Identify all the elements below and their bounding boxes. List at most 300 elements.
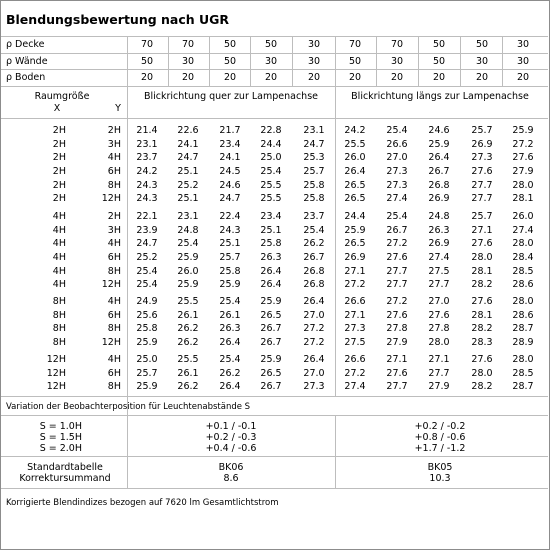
reflectance-value: 30: [516, 55, 530, 67]
correction-across-value: 8.6: [223, 473, 239, 484]
room-x-value: 8H: [52, 323, 66, 335]
ugr-value: 26.8: [303, 265, 325, 277]
ugr-value: 25.1: [219, 238, 241, 250]
ugr-value: 27.3: [344, 323, 366, 335]
ugr-value: 27.2: [344, 279, 366, 291]
ugr-value: 22.4: [219, 211, 241, 222]
ugr-value: 25.1: [177, 165, 199, 177]
room-y-value: 4H: [107, 296, 121, 307]
reflectance-value: 20: [264, 72, 278, 83]
spacing-label: S = 1.5H: [39, 432, 82, 443]
ugr-value: 26.1: [177, 367, 199, 379]
room-y-value: 3H: [107, 138, 121, 150]
ugr-value: 25.7: [471, 211, 493, 222]
ugr-value: 25.6: [136, 309, 158, 321]
spacing-label: S = 2.0H: [39, 443, 82, 454]
reflectance-value: 50: [348, 55, 362, 67]
reflectance-value: 20: [307, 72, 321, 83]
room-x-value: 12H: [46, 367, 66, 379]
ugr-value: 24.6: [428, 125, 450, 136]
reflectance-value: 50: [223, 55, 237, 67]
room-x-value: 4H: [52, 238, 66, 250]
ugr-value: 21.4: [136, 125, 158, 136]
ugr-value: 24.9: [136, 296, 158, 307]
ugr-value: 27.4: [344, 381, 366, 393]
ugr-value: 27.0: [303, 367, 325, 379]
ugr-value: 27.1: [386, 354, 408, 365]
ugr-value: 25.7: [471, 125, 493, 136]
room-y-value: 6H: [107, 251, 121, 263]
ugr-value: 22.6: [177, 125, 199, 136]
ugr-value: 26.9: [428, 238, 450, 250]
ugr-value: 26.9: [428, 193, 450, 205]
variation-across-value: +0.4 / -0.6: [205, 443, 257, 454]
ugr-value: 23.4: [260, 211, 282, 222]
room-y-value: 6H: [107, 309, 121, 321]
reflectance-column-divider: [335, 36, 336, 86]
ugr-value: 26.4: [428, 152, 450, 164]
room-x-value: 2H: [52, 125, 66, 136]
ugr-value: 23.9: [136, 224, 158, 236]
room-x-value: 12H: [46, 381, 66, 393]
ugr-value: 26.6: [344, 296, 366, 307]
ugr-value: 26.4: [303, 296, 325, 307]
ugr-value: 27.1: [471, 224, 493, 236]
room-x-value: 2H: [52, 179, 66, 191]
ugr-value: 25.9: [428, 138, 450, 150]
room-x-value: 2H: [52, 165, 66, 177]
spacing-label: S = 1.0H: [39, 421, 82, 432]
ugr-value: 24.5: [219, 165, 241, 177]
room-y-value: 2H: [107, 211, 121, 222]
ugr-value: 25.0: [136, 354, 158, 365]
ugr-value: 27.2: [303, 323, 325, 335]
ugr-value: 28.2: [471, 279, 493, 291]
ugr-value: 24.4: [344, 211, 366, 222]
ugr-value: 28.1: [512, 193, 534, 205]
ugr-value: 27.7: [428, 279, 450, 291]
ugr-value: 28.0: [512, 179, 534, 191]
row-divider: [1, 69, 548, 70]
ugr-value: 23.4: [219, 138, 241, 150]
room-y-value: 12H: [101, 193, 121, 205]
ugr-value: 27.0: [428, 296, 450, 307]
ugr-value: 24.8: [177, 224, 199, 236]
ugr-value: 25.9: [260, 354, 282, 365]
ugr-value: 27.6: [471, 296, 493, 307]
ugr-value: 28.5: [512, 367, 534, 379]
ugr-value: 25.4: [219, 296, 241, 307]
variation-across-value: +0.2 / -0.3: [205, 432, 257, 443]
reflectance-column-divider: [502, 36, 503, 86]
ugr-value: 27.5: [344, 336, 366, 348]
room-y-value: 6H: [107, 367, 121, 379]
ugr-value: 28.1: [471, 265, 493, 277]
ugr-value: 28.0: [512, 238, 534, 250]
ugr-value: 26.5: [260, 309, 282, 321]
ugr-value: 27.4: [428, 251, 450, 263]
ugr-value: 27.5: [428, 265, 450, 277]
room-y-value: 6H: [107, 165, 121, 177]
reflectance-column-divider: [460, 36, 461, 86]
ugr-value: 26.6: [344, 354, 366, 365]
room-y-value: 4H: [107, 152, 121, 164]
ugr-value: 25.9: [177, 251, 199, 263]
ugr-value: 28.6: [512, 279, 534, 291]
ugr-value: 26.8: [428, 179, 450, 191]
ugr-value: 27.0: [386, 152, 408, 164]
ugr-value: 24.6: [219, 179, 241, 191]
reflectance-value: 30: [264, 55, 278, 67]
ugr-value: 27.1: [344, 309, 366, 321]
ugr-value: 24.4: [260, 138, 282, 150]
ugr-value: 25.7: [136, 367, 158, 379]
ugr-value: 28.7: [512, 381, 534, 393]
room-size-header: Raumgröße: [34, 91, 90, 102]
reflectance-value: 70: [181, 39, 195, 50]
ugr-value: 26.3: [219, 323, 241, 335]
ugr-value: 24.1: [219, 152, 241, 164]
ugr-value: 27.4: [386, 193, 408, 205]
ugr-value: 25.9: [219, 279, 241, 291]
ugr-value: 25.7: [219, 251, 241, 263]
ugr-value: 26.4: [219, 381, 241, 393]
ugr-value: 26.7: [260, 381, 282, 393]
ugr-value: 28.0: [471, 251, 493, 263]
ugr-value: 28.0: [512, 296, 534, 307]
ugr-value: 23.7: [136, 152, 158, 164]
ugr-value: 27.6: [471, 165, 493, 177]
room-y-value: 3H: [107, 224, 121, 236]
reflectance-value: 50: [223, 39, 237, 50]
y-header: Y: [115, 103, 121, 114]
ugr-value: 25.4: [303, 224, 325, 236]
ugr-value: 26.0: [344, 152, 366, 164]
reflectance-value: 30: [181, 55, 195, 67]
ugr-value: 27.0: [303, 309, 325, 321]
variation-label: Variation der Beobachterposition für Leuchtenabstände S: [6, 402, 251, 412]
reflectance-label: ρ Decke: [6, 39, 45, 50]
ugr-value: 28.2: [471, 381, 493, 393]
room-y-value: 12H: [101, 336, 121, 348]
standard-across-value: BK06: [218, 462, 244, 473]
reflectance-value: 30: [390, 55, 404, 67]
reflectance-column-divider: [250, 36, 251, 86]
ugr-value: 25.9: [136, 336, 158, 348]
ugr-value: 26.2: [303, 238, 325, 250]
ugr-value: 26.0: [177, 265, 199, 277]
ugr-value: 24.7: [177, 152, 199, 164]
ugr-value: 26.4: [303, 354, 325, 365]
room-x-value: 4H: [52, 265, 66, 277]
data-divider: [1, 396, 548, 397]
ugr-value: 23.7: [303, 211, 325, 222]
variation-divider: [1, 456, 548, 457]
room-x-value: 4H: [52, 279, 66, 291]
ugr-value: 27.8: [428, 323, 450, 335]
ugr-value: 27.3: [303, 381, 325, 393]
room-x-value: 4H: [52, 224, 66, 236]
ugr-value: 28.0: [471, 367, 493, 379]
ugr-value: 26.0: [512, 211, 534, 222]
ugr-value: 25.4: [136, 265, 158, 277]
ugr-value: 27.9: [428, 381, 450, 393]
reflectance-value: 20: [348, 72, 362, 83]
reflectance-value: 20: [223, 72, 237, 83]
ugr-value: 27.6: [512, 152, 534, 164]
ugr-value: 28.6: [512, 309, 534, 321]
variation-along-value: +0.2 / -0.2: [414, 421, 466, 432]
row-divider: [1, 53, 548, 54]
ugr-value: 26.4: [344, 165, 366, 177]
ugr-value: 26.5: [260, 367, 282, 379]
ugr-value: 25.4: [219, 354, 241, 365]
ugr-value: 26.1: [177, 309, 199, 321]
room-y-value: 4H: [107, 238, 121, 250]
ugr-value: 24.2: [136, 165, 158, 177]
ugr-value: 27.3: [471, 152, 493, 164]
reflectance-value: 50: [432, 39, 446, 50]
room-x-value: 2H: [52, 193, 66, 205]
ugr-value: 22.8: [260, 125, 282, 136]
ugr-value: 26.7: [260, 336, 282, 348]
ugr-value: 26.9: [344, 251, 366, 263]
room-x-value: 8H: [52, 336, 66, 348]
ugr-value: 27.6: [471, 238, 493, 250]
room-x-value: 8H: [52, 309, 66, 321]
ugr-value: 27.2: [344, 367, 366, 379]
reflectance-value: 70: [140, 39, 154, 50]
standard-table-label: Standardtabelle: [27, 462, 103, 473]
ugr-value: 25.8: [260, 238, 282, 250]
ugr-value: 23.1: [303, 125, 325, 136]
ugr-value: 23.1: [177, 211, 199, 222]
ugr-value: 28.1: [471, 309, 493, 321]
ugr-value: 26.2: [219, 367, 241, 379]
ugr-value: 25.7: [303, 165, 325, 177]
ugr-value: 26.5: [344, 238, 366, 250]
ugr-value: 27.6: [386, 367, 408, 379]
reflectance-column-divider: [127, 36, 128, 86]
reflectance-value: 20: [516, 72, 530, 83]
ugr-value: 27.7: [471, 179, 493, 191]
reflectance-column-divider: [209, 36, 210, 86]
room-x-value: 12H: [46, 354, 66, 365]
correction-along-value: 10.3: [429, 473, 451, 484]
ugr-value: 28.5: [512, 265, 534, 277]
ugr-value: 27.1: [344, 265, 366, 277]
ugr-value: 26.8: [303, 279, 325, 291]
ugr-value: 27.9: [512, 165, 534, 177]
reflectance-value: 50: [432, 55, 446, 67]
ugr-value: 26.9: [471, 138, 493, 150]
reflectance-value: 50: [264, 39, 278, 50]
page-title: Blendungsbewertung nach UGR: [6, 12, 230, 27]
room-y-value: 2H: [107, 125, 121, 136]
footnote: Korrigierte Blendindizes bezogen auf 7620 lm Gesamtlichtstrom: [6, 498, 279, 508]
ugr-value: 27.3: [386, 165, 408, 177]
ugr-value: 26.7: [303, 251, 325, 263]
room-x-value: 8H: [52, 296, 66, 307]
ugr-value: 25.5: [177, 296, 199, 307]
variation-across-value: +0.1 / -0.1: [205, 421, 257, 432]
ugr-value: 27.7: [386, 265, 408, 277]
ugr-value: 28.4: [512, 251, 534, 263]
ugr-value: 27.7: [386, 381, 408, 393]
ugr-value: 25.9: [260, 296, 282, 307]
ugr-value: 26.7: [386, 224, 408, 236]
standard-divider: [1, 488, 548, 489]
reflectance-column-divider: [168, 36, 169, 86]
room-x-value: 2H: [52, 152, 66, 164]
ugr-value: 27.6: [428, 309, 450, 321]
variation-along-value: +1.7 / -1.2: [414, 443, 466, 454]
view-across-header: Blickrichtung quer zur Lampenachse: [143, 91, 319, 102]
ugr-value: 24.3: [136, 179, 158, 191]
ugr-value: 28.0: [512, 354, 534, 365]
ugr-value: 24.7: [303, 138, 325, 150]
ugr-value: 28.9: [512, 336, 534, 348]
room-y-value: 12H: [101, 279, 121, 291]
ugr-value: 24.7: [136, 238, 158, 250]
ugr-value: 24.1: [177, 138, 199, 150]
ugr-value: 26.3: [428, 224, 450, 236]
ugr-value: 24.3: [219, 224, 241, 236]
ugr-value: 24.2: [344, 125, 366, 136]
ugr-value: 25.9: [177, 279, 199, 291]
reflectance-value: 30: [516, 39, 530, 50]
ugr-value: 25.2: [177, 179, 199, 191]
room-x-value: 4H: [52, 251, 66, 263]
reflectance-value: 30: [475, 55, 489, 67]
variation-along-value: +0.8 / -0.6: [414, 432, 466, 443]
reflectance-divider: [1, 86, 548, 87]
ugr-value: 25.2: [136, 251, 158, 263]
variation-label-divider: [1, 415, 548, 416]
ugr-value: 23.1: [136, 138, 158, 150]
ugr-value: 26.6: [386, 138, 408, 150]
ugr-value: 25.4: [386, 211, 408, 222]
ugr-value: 27.2: [386, 296, 408, 307]
ugr-value: 27.2: [512, 138, 534, 150]
ugr-value: 25.8: [136, 323, 158, 335]
ugr-value: 28.2: [471, 323, 493, 335]
ugr-value: 26.4: [260, 265, 282, 277]
ugr-value: 27.6: [386, 309, 408, 321]
ugr-value: 28.0: [428, 336, 450, 348]
ugr-value: 25.8: [219, 265, 241, 277]
reflectance-value: 20: [390, 72, 404, 83]
reflectance-value: 30: [307, 39, 321, 50]
ugr-value: 28.7: [512, 323, 534, 335]
ugr-value: 28.3: [471, 336, 493, 348]
ugr-value: 25.4: [136, 279, 158, 291]
ugr-value: 25.9: [136, 381, 158, 393]
ugr-value: 26.2: [177, 336, 199, 348]
ugr-value: 25.9: [512, 125, 534, 136]
ugr-value: 26.5: [344, 193, 366, 205]
ugr-value: 24.8: [428, 211, 450, 222]
ugr-value: 25.4: [386, 125, 408, 136]
ugr-value: 26.7: [260, 323, 282, 335]
ugr-value: 27.6: [386, 251, 408, 263]
room-y-value: 8H: [107, 179, 121, 191]
room-y-value: 8H: [107, 381, 121, 393]
ugr-value: 26.2: [177, 381, 199, 393]
row-label-divider: [127, 86, 128, 488]
room-x-value: 2H: [52, 138, 66, 150]
ugr-value: 25.4: [177, 238, 199, 250]
ugr-value: 26.1: [219, 309, 241, 321]
ugr-value: 25.5: [344, 138, 366, 150]
room-y-value: 8H: [107, 265, 121, 277]
ugr-value: 27.4: [512, 224, 534, 236]
ugr-value: 26.5: [344, 179, 366, 191]
x-header: X: [53, 103, 61, 114]
ugr-value: 25.3: [303, 152, 325, 164]
ugr-value: 24.7: [219, 193, 241, 205]
ugr-value: 25.5: [260, 193, 282, 205]
direction-divider: [335, 86, 336, 396]
ugr-value: 25.8: [303, 179, 325, 191]
reflectance-value: 20: [475, 72, 489, 83]
ugr-value: 27.2: [386, 238, 408, 250]
ugr-value: 25.5: [177, 354, 199, 365]
ugr-value: 27.2: [303, 336, 325, 348]
reflectance-label: ρ Boden: [6, 72, 46, 83]
room-y-value: 4H: [107, 354, 121, 365]
header-divider: [1, 118, 548, 119]
ugr-value: 27.7: [471, 193, 493, 205]
title-divider: [1, 36, 548, 37]
reflectance-label: ρ Wände: [6, 55, 48, 67]
ugr-value: 27.3: [386, 179, 408, 191]
reflectance-column-divider: [292, 36, 293, 86]
reflectance-value: 70: [390, 39, 404, 50]
ugr-value: 26.4: [260, 279, 282, 291]
room-x-value: 4H: [52, 211, 66, 222]
reflectance-value: 20: [140, 72, 154, 83]
direction-divider: [335, 415, 336, 488]
reflectance-value: 50: [475, 39, 489, 50]
standard-along-value: BK05: [427, 462, 453, 473]
ugr-value: 25.4: [260, 165, 282, 177]
reflectance-column-divider: [376, 36, 377, 86]
ugr-value: 22.1: [136, 211, 158, 222]
reflectance-value: 30: [307, 55, 321, 67]
reflectance-value: 50: [140, 55, 154, 67]
ugr-value: 25.5: [260, 179, 282, 191]
reflectance-value: 20: [432, 72, 446, 83]
ugr-value: 26.3: [260, 251, 282, 263]
correction-label: Korrektursummand: [19, 473, 111, 484]
ugr-value: 25.0: [260, 152, 282, 164]
ugr-value: 26.7: [428, 165, 450, 177]
ugr-value: 27.7: [386, 279, 408, 291]
ugr-value: 27.6: [471, 354, 493, 365]
ugr-value: 25.1: [260, 224, 282, 236]
ugr-value: 26.4: [219, 336, 241, 348]
ugr-value: 27.7: [428, 367, 450, 379]
reflectance-value: 20: [181, 72, 195, 83]
ugr-value: 27.1: [428, 354, 450, 365]
ugr-value: 25.1: [177, 193, 199, 205]
reflectance-value: 70: [348, 39, 362, 50]
reflectance-column-divider: [418, 36, 419, 86]
room-y-value: 8H: [107, 323, 121, 335]
ugr-value: 24.3: [136, 193, 158, 205]
ugr-value: 25.9: [344, 224, 366, 236]
